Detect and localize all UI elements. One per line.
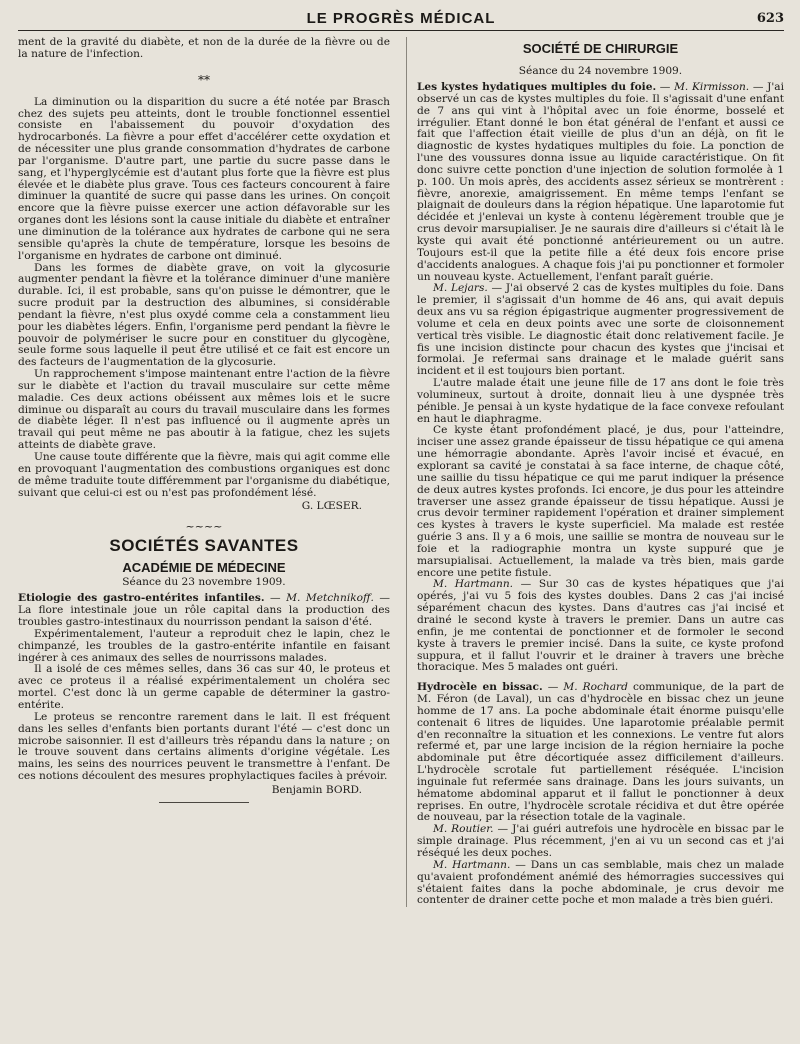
paragraph: L'autre malade était une jeune fille de 17 ans dont le foie très volumineux, surtout à droite, donnait lieu à une dyspnée très pénible. Je pensai à un kyste hydatique de la face convexe refoulant en haut le diaphragme. (416, 377, 784, 425)
paragraph-text: Sur 30 cas de kystes hépatiques que j'ai opérés, j'ai vu 5 fois des kystes doubles. Dans 2 cas j'ai incisé séparément chacun des kystes. Dans d'autres cas j'ai incisé et drainé le second kyste à travers le premier. Dans un autre cas enfin, je me contentai de ponctionner et de formoler le second kyste à travers le premier incisé. Dans la suite, ce kyste profond suppura, et il fallut l'ouvrir et le drainer à travers une brèche thoracique. Mes 5 malades ont guéri. (416, 578, 784, 674)
speaker-name: M. Metchnikoff. (286, 592, 374, 605)
left-column (18, 37, 390, 907)
society-session-date: Séance du 24 novembre 1909. (518, 65, 683, 77)
paragraph-text: J'ai observé 2 cas de kystes multiples du foie. Dans le premier, il s'agissait d'un homme de 46 ans, qui avait depuis deux ans vu sa région épigastrique augmenter progressivement de volume et cela en deux points avec une sorte de cloisonnement vertical très visible. Le diagnostic était donc relativement facile. Je fis une incision distincte pour chacun des kystes que j'incisai et formolai. Je refermai sans drainage et le malade guérit sans incident et il est toujours bien portant. (416, 282, 784, 378)
topic-title: Etiologie des gastro-entérites infantiles. (18, 592, 265, 605)
paragraph: Un rapprochement s'impose maintenant entre l'action de la fièvre sur le diabète et l'action du travail musculaire sur cette même maladie. Ces deux actions obéissent aux mêmes lois et le sucre diminue ou disparaît au cours du travail musculaire dans les formes de diabète léger. Il n'est pas influencé ou il augmente après un travail qui peut même ne pas aboutir à la fatigue, chez les sujets atteints de diabète grave. (18, 368, 390, 452)
paragraph: Dans les formes de diabète grave, on voit la glycosurie augmenter pendant la fièvre et la tolérance diminuer d'une manière durable. Ici, il est probable, sans qu'on puisse le démontrer, que le sucre produit par la destruction des albumines, si considérable pendant la fièvre, n'est plus oxydé comme cela a constamment lieu pour les diabètes légers. Enfin, l'organisme perd pendant la fièvre le pouvoir de polymériser le sucre pour en constituer du glycogène, seule forme sous laquelle il peut être utilisé et ce fait est encore un des facteurs de l'augmentation de la glycosurie. (18, 261, 390, 369)
paragraph: M. Lejars. — J'ai observé 2 cas de kystes multiples du foie. Dans le premier, il s'agissait d'un homme de 46 ans, qui avait depuis deux ans vu sa région épigastrique augmenter progressivement de volume et cela en deux points avec une sorte de cloisonnement vertical très visible. Le diagnostic était donc relativement facile. Je fis une incision distincte pour chacun des kystes que j'incisai et formolai. Je refermai sans drainage et le malade guérit sans incident et il est toujours bien portant. (416, 282, 784, 378)
paragraph-text: Dans un cas semblable, mais chez un malade qu'avaient profondément anémié des hémorragies successives qui s'étaient faites dans la poche abdominale, je crus devoir me contenter de drainer cette poche et mon malade a très bien guéri. (416, 858, 784, 907)
speaker-name: M. Kirmisson. (674, 81, 750, 93)
section-title: SOCIÉTÉS SAVANTES (109, 536, 299, 556)
society-title: SOCIÉTÉ DE CHIRURGIE (522, 41, 679, 56)
academy-session-date: Séance du 23 novembre 1909. (122, 576, 286, 589)
paragraph: Une cause toute différente que la fièvre, mais qui agit comme elle en provoquant l'augmentation des combustions organiques est donc de même traduite toute différemment par l'organisme du diabétique, suivant que celui-ci est ou n'est pas profondément lésé. (18, 451, 390, 499)
paragraph: M. Routier. — J'ai guéri autrefois une hydrocèle en bissac par le simple drainage. Plus récemment, j'en ai vu un second cas et j'ai réséqué les deux poches. (416, 823, 784, 859)
report-signature: Benjamin BORD. (271, 783, 362, 796)
article-signature: G. LŒSER. (301, 500, 362, 513)
paragraph: La diminution ou la disparition du sucre a été notée par Brasch chez des sujets peu atteints, dont le trouble fonctionnel essentiel consiste en l'abaissement du pouvoir d'oxydation des hydrocarbonés. La fièvre a pour effet d'accélérer cette oxydation et de nécessiter une plus grande consommation d'hydrates de carbone par l'organisme. D'autre part, une partie du sucre passe dans le sang, et l'hyperglycémie est d'autant plus forte que la fièvre est plus élevée et le diabète plus grave. Tous ces facteurs concourent à faire diminuer la quantité de sucre qui passe dans les urines. On conçoit encore que la fièvre puisse exercer une action défavorable sur les organes dont les lésions sont la cause initiale du diabète et entraîner une diminution de la tolérance aux hydrates de carbone qui ne sera sensible qu'après la chute de température, lorsque les besoins de l'organisme en hydrates de carbone ont diminué. (18, 95, 390, 262)
two-column-body (18, 37, 784, 907)
paragraph: Etiologie des gastro-entérites infantiles. — M. Metchnikoff. — La flore intestinale joue un rôle capital dans la production des troubles gastro-intestinaux du nourrisson pendant la saison d'été. (18, 592, 390, 629)
paragraph: M. Hartmann. — Dans un cas semblable, mais chez un malade qu'avaient profondément anémié des hémorragies successives qui s'étaient faites dans la poche abdominale, je crus devoir me contenter de drainer cette poche et mon malade a très bien guéri. (416, 858, 784, 907)
speaker-name: M. Hartmann. (432, 578, 514, 591)
paragraph: Hydrocèle en bissac. — M. Rochard communique, de la part de M. Féron (de Laval), un cas d'hydrocèle en bissac chez un jeune homme de 17 ans. La poche abdominale était énorme puisqu'elle contenait 6 litres de liquides. Une laparotomie préalable permit d'en reconnaître la situation et les connexions. Le ventre fut alors refermé et, par une large incision de la région herniaire la poche abdominale put être décortiquée assez difficilement d'ailleurs. L'hydrocèle scrotale fut partiellement réséquée. L'incision inguinale fut refermée sans drainage. Dans les jours suivants, un hématome abdominal apparut et il fallut le ponctionner à deux reprises. En outre, l'hydrocèle scrotale récidiva et dut être opérée de nouveau, par la résection totale de la vaginale. (416, 681, 784, 824)
paragraph: Expérimentalement, l'auteur a reproduit chez le lapin, chez le chimpanzé, les troubles de la gastro-entérite infantile en faisant ingérer à ces animaux des selles de nourrissons malades. (18, 627, 390, 664)
paragraph: Les kystes hydatiques multiples du foie. — M. Kirmisson. — J'ai observé un cas de kystes multiples du foie. Il s'agissait d'une enfant de 7 ans qui vint à l'hôpital avec un foie énorme, bosselé et irrégulier. Etant donné le bon état général de l'enfant et aussi ce fait que l'affection était vieille de plus d'un an déjà, on fit le diagnostic de kystes hydatiques multiples du foie. La ponction de l'une des voussures donna issue au liquide caractéristique. On fit donc suivre cette ponction d'une injection de solution formolée à 1 p. 100. Un mois après, des accidents assez sérieux se montrèrent : fièvre, anorexie, amaigrissement. En même temps l'enfant se plaignait de douleurs dans la région hépatique. Une laparotomie fut décidée et j'enlevai un kyste à contenu légèrement trouble que je crus devoir marsupialiser. Je ne saurais dire d'ailleurs si c'était là le kyste qui avait été ponctionné antérieurement ou un autre. Toujours est-il que la petite fille a été deux fois encore prise d'accidents analogues. A chaque fois j'ai pu ponctionner et formoler un nouveau kyste. Actuellement, l'enfant paraît guérie. (416, 81, 784, 283)
right-column (406, 37, 784, 907)
paragraph-text: communique, de la part de M. Féron (de Laval), un cas d'hydrocèle en bissac chez un jeune homme de 17 ans. La poche abdominale était énorme puisqu'elle contenait 6 litres de liquides. Une laparotomie préalable permit d'en reconnaître la situation et les connexions. Le ventre fut alors refermé et, par une large incision de la région herniaire la poche abdominale put être décortiquée assez difficilement d'ailleurs. L'hydrocèle scrotale fut partiellement réséquée. L'incision inguinale fut refermée sans drainage. Dans les jours suivants, un hématome abdominal apparut et il fallut le ponctionner à deux reprises. En outre, l'hydrocèle scrotale récidiva et dut être opérée de nouveau, par la résection totale de la vaginale. (416, 681, 784, 824)
paragraph: M. Hartmann. — Sur 30 cas de kystes hépatiques que j'ai opérés, j'ai vu 5 fois des kystes doubles. Dans 2 cas j'ai incisé séparément chacun des kystes. Dans d'autres cas j'ai incisé et drainé le second kyste à travers le premier. Dans un autre cas enfin, je me contentai de ponctionner et de formoler le second kyste à travers le premier incisé. Dans la suite, ce kyste profond suppura, et il fallut l'ouvrir et le drainer à travers une brèche thoracique. Mes 5 malades ont guéri. (416, 578, 784, 674)
paragraph-text: J'ai observé un cas de kystes multiples du foie. Il s'agissait d'une enfant de 7 ans qui vint à l'hôpital avec un foie énorme, bosselé et irrégulier. Etant donné le bon état général de l'enfant et aussi ce fait que l'affection était vieille de plus d'un an déjà, on fit le diagnostic de kystes hydatiques multiples du foie. La ponction de l'une des voussures donna issue au liquide caractéristique. On fit donc suivre cette ponction d'une injection de solution formolée à 1 p. 100. Un mois après, des accidents assez sérieux se montrèrent : fièvre, anorexie, amaigrissement. En même temps l'enfant se plaignait de douleurs dans la région hépatique. Une laparotomie fut décidée et j'enlevai un kyste à contenu légèrement trouble que je crus devoir marsupialiser. Je ne saurais dire d'ailleurs si c'était là le kyste qui avait été ponctionné antérieurement ou un autre. Toujours est-il que la petite fille a été deux fois encore prise d'accidents analogues. A chaque fois j'ai pu ponctionner et formoler un nouveau kyste. Actuellement, l'enfant paraît guérie. (416, 81, 784, 283)
topic-title: Hydrocèle en bissac. (416, 681, 543, 694)
topic-title: Les kystes hydatiques multiples du foie. (416, 81, 657, 93)
paragraph: ment de la gravité du diabète, et non de la durée de la fièvre ou de la nature de l'infection. (18, 36, 390, 60)
speaker-name: M. Lejars. (432, 282, 488, 295)
paragraph-text: J'ai guéri autrefois une hydrocèle en bissac par le simple drainage. Plus récemment, j'en ai vu un second cas et j'ai réséqué les deux poches. (416, 823, 784, 859)
speaker-name: M. Hartmann. (432, 858, 511, 871)
paragraph: Le proteus se rencontre rarement dans le lait. Il est fréquent dans les selles d'enfants bien portants durant l'été — c'est donc un microbe saisonnier. Il est d'ailleurs très répandu dans la nature ; on le trouve souvent dans certains aliments d'origine végétale. Les mains, les seins des nourrices peuvent le transmettre à l'enfant. De ces notions découlent des mesures prophylactiques faciles à prévoir. (18, 710, 390, 783)
running-header (18, 8, 784, 31)
speaker-name: M. Rochard (563, 681, 628, 694)
paragraph: Ce kyste étant profondément placé, je dus, pour l'atteindre, inciser une assez grande épaisseur de tissu hépatique ce qui amena une hémorragie abondante. Après l'avoir incisé et évacué, en explorant sa cavité je constatai à sa face interne, de chaque côté, une saillie du tissu hépatique ce qui me parut indiquer la présence de deux autres kystes profonds. Ici encore, je dus pour les atteindre traverser une assez grande épaisseur de tissu hépatique. Aussi je crus devoir terminer rapidement l'opération et drainer simplement ces kystes à travers le kyste superficiel. Ma malade est restée guérie 3 ans. Il y a 6 mois, une saillie se montra de nouveau sur le foie et la radiographie montra un kyste suppuré que je marsupialisai. Actuellement, la malade va très bien, mais garde encore une petite fistule. (416, 424, 784, 579)
paragraph-text: La flore intestinale joue un rôle capital dans la production des troubles gastro-intestinaux du nourrisson pendant la saison d'été. (18, 604, 390, 629)
ornament-divider: ~~~~ (185, 520, 223, 534)
paragraph: Il a isolé de ces mêmes selles, dans 36 cas sur 40, le proteus et avec ce proteus il a réalisé expérimentalement un choléra sec mortel. C'est donc là un germe capable de déterminer la gastro-entérite. (18, 663, 390, 711)
page-number: 623 (756, 11, 784, 26)
academy-title: ACADÉMIE DE MÉDECINE (122, 560, 286, 576)
section-stars: ** (197, 72, 210, 87)
speaker-name: M. Routier. (432, 823, 494, 836)
journal-title: LE PROGRÈS MÉDICAL (306, 10, 496, 27)
title-rule (560, 59, 640, 60)
end-rule (159, 802, 249, 803)
